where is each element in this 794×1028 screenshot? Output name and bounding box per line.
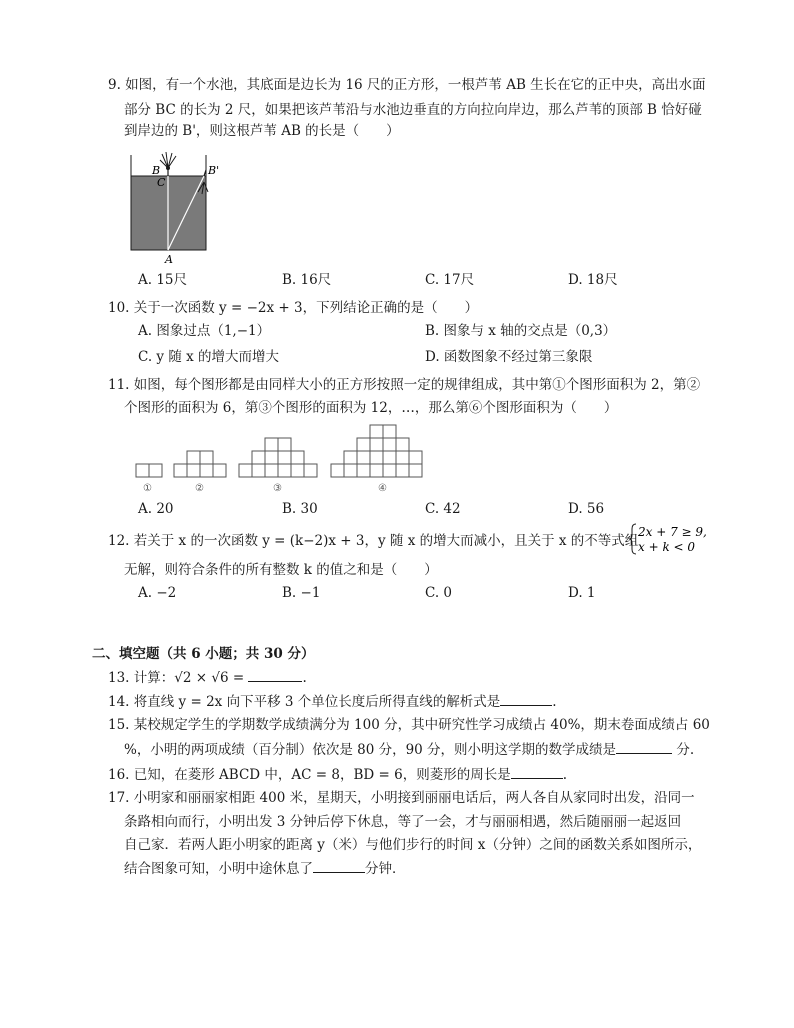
label-c: C [157, 176, 166, 189]
q11-line1: 11. 如图，每个图形都是由同样大小的正方形按照一定的规律组成，其中第①个图形面积为 2，第② [108, 377, 701, 393]
q17-end: 分钟． [365, 861, 406, 877]
figure-3 [239, 438, 317, 477]
q12-option-d: D. 1 [568, 585, 596, 601]
q10-option-b: B. 图象与 x 轴的交点是（0,3） [425, 323, 617, 339]
q12-option-b: B. −1 [282, 585, 321, 601]
q12-line1: 12. 若关于 x 的一次函数 y = (k−2)x + 3，y 随 x 的增大而减小，且关于 x 的不等式组 [108, 533, 639, 549]
inequality-system [628, 522, 708, 556]
q11-option-b: B. 30 [282, 501, 318, 517]
q13-text: 13. 计算：√2 × √6 = [108, 670, 249, 686]
q14-answer-blank[interactable] [500, 692, 552, 706]
label-b: B [152, 164, 161, 177]
q14-line [108, 692, 557, 711]
system-eq2: x + k < 0 [638, 540, 696, 554]
q9-option-d: D. 18尺 [568, 272, 618, 288]
label-b-prime: B' [208, 164, 220, 177]
q17-text: 结合图象可知，小明中途休息了 [124, 861, 313, 877]
q11-option-d: D. 56 [568, 501, 605, 517]
figure-4 [331, 425, 422, 477]
q11-option-c: C. 42 [425, 501, 461, 517]
q10-option-d: D. 函数图象不经过第三象限 [425, 349, 593, 365]
q17-line1: 17. 小明家和丽丽家相距 400 米，星期天，小明接到丽丽电话后，两人各自从家同时出发，沿同一 [108, 790, 695, 806]
q14-text: 14. 将直线 y = 2x 向下平移 3 个单位长度后所得直线的解析式是 [108, 694, 501, 710]
q12-option-a: A. −2 [138, 585, 177, 601]
q14-end: . [552, 694, 557, 710]
q17-answer-blank[interactable] [313, 859, 365, 873]
q12-option-c: C. 0 [425, 585, 453, 601]
q9-line1: 9. 如图，有一个水池，其底面是边长为 16 尺的正方形，一根芦苇 AB 生长在它的正中央，高出水面 [108, 77, 706, 93]
figure-4-label: ④ [378, 483, 387, 494]
q11-line2: 个图形的面积为 6，第③个图形的面积为 12，…，那么第⑥个图形面积为（ ） [124, 400, 618, 416]
figure-1-label: ① [143, 483, 152, 494]
q9-line2: 部分 BC 的长为 2 尺，如果把该芦苇沿与水池边垂直的方向拉向岸边，那么芦苇的顶部 B 恰好碰 [124, 102, 702, 118]
section-title: 二、填空题（共 6 小题；共 30 分） [92, 646, 315, 662]
q9-line3: 到岸边的 B'，则这根芦苇 AB 的长是（ ） [124, 123, 400, 139]
q13-line [108, 668, 307, 687]
q11-option-a: A. 20 [138, 501, 174, 517]
q15-text: %，小明的两项成绩（百分制）依次是 80 分，90 分，则小明这学期的数学成绩是 [124, 742, 617, 758]
figure-2 [174, 451, 226, 477]
q10-option-c: C. y 随 x 的增大而增大 [138, 349, 280, 365]
q12-line2: 无解，则符合条件的所有整数 k 的值之和是（ ） [124, 562, 438, 578]
q10-line1: 10. 关于一次函数 y = −2x + 3，下列结论正确的是（ ） [108, 300, 479, 316]
q9-option-a: A. 15尺 [138, 272, 188, 288]
q17-line2: 条路相向而行，小明出发 3 分钟后停下休息，等了一会，才与丽丽相遇，然后随丽丽一起返回 [124, 814, 682, 830]
q15-end: 分. [672, 742, 695, 758]
q15-line2 [124, 740, 694, 759]
q15-answer-blank[interactable] [616, 740, 672, 754]
figure-3-label: ③ [273, 483, 282, 494]
q16-end: . [562, 767, 568, 783]
q16-text: 16. 已知，在菱形 ABCD 中，AC = 8，BD = 6，则菱形的周长是 [108, 767, 511, 783]
pond-reed-figure [120, 150, 230, 268]
q13-end: . [302, 670, 307, 686]
reed-leaves [160, 152, 176, 168]
label-a: A [165, 253, 173, 266]
q9-option-b: B. 16尺 [282, 272, 332, 288]
system-eq1: 2x + 7 ≥ 9, [638, 525, 707, 539]
q15-line1: 15. 某校规定学生的学期数学成绩满分为 100 分，其中研究性学习成绩占 40%，期末卷面成绩占 60 [108, 717, 710, 733]
q16-answer-blank[interactable] [511, 765, 563, 779]
q13-answer-blank[interactable] [248, 668, 302, 682]
square-pattern-figure [130, 423, 430, 497]
brace-icon [629, 524, 636, 554]
q9-option-c: C. 17尺 [425, 272, 475, 288]
q10-option-a: A. 图象过点（1,−1） [138, 323, 271, 339]
q17-line4-wrap [124, 859, 406, 878]
q16-line [108, 765, 567, 784]
figure-1 [136, 464, 162, 477]
q17-line3: 自己家．若两人距小明家的距离 y（米）与他们步行的时间 x（分钟）之间的函数关系如图所示， [124, 837, 702, 853]
figure-2-label: ② [195, 483, 204, 494]
